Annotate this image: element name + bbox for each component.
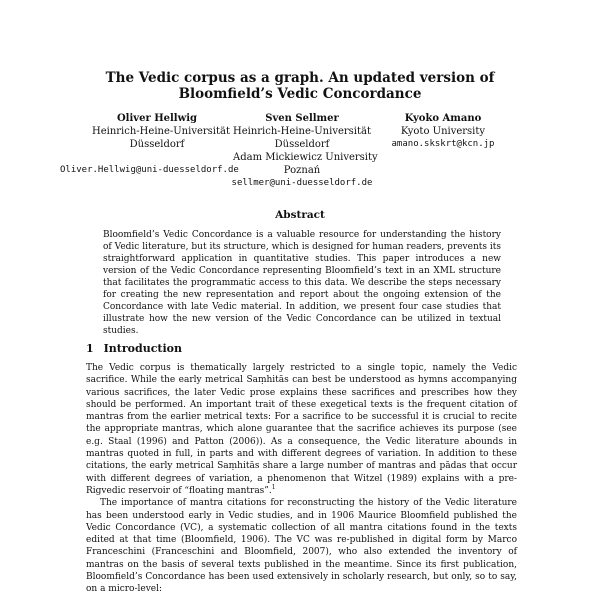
author-affiliation: Kyoto University bbox=[400, 126, 486, 137]
paper-title-line-2: Bloomfield’s Vedic Concordance bbox=[178, 86, 422, 102]
author-email[interactable]: Oliver.Hellwig@uni-duesseldorf.de bbox=[60, 165, 239, 175]
section-body bbox=[86, 362, 517, 596]
body-paragraph bbox=[86, 362, 517, 497]
footnote-marker[interactable]: 1 bbox=[271, 483, 276, 491]
paper-title-line-1: The Vedic corpus as a graph. An updated version of bbox=[105, 70, 495, 86]
abstract-heading: Abstract bbox=[275, 209, 325, 221]
author-block bbox=[92, 112, 230, 151]
paragraph-text: The Vedic corpus is thematically largely restricted to a single topic, namely the Vedic sacrifice. While the early metrical Saṃhitās can best be understood as hymns accompanying various sacrifices, the later Vedic prose explains these sacrifices and prescribes how they should be performed. An important trait of these exegetical texts is the frequent citation of mantras from the earlier metrical texts: For a sacrifice to be successful it is crucial to recite the appropriate mantras, which alone guarantee that the sacrifice achieves its purpose (see e.g. Staal (1996) and Patton (2006)). As a consequence, the Vedic literature abounds in mantras quoted in full, in parts and with different degrees of variation. In addition to these citations, the early metrical Saṃhitās share a large number of mantras and pādas that occur with different degrees of variation, a phenomenon that Witzel (1989) explains with a pre-Rigvedic reservoir of “floating mantras”. bbox=[86, 363, 517, 496]
author-block bbox=[233, 112, 378, 177]
author-name: Sven Sellmer bbox=[265, 113, 339, 124]
author-name: Oliver Hellwig bbox=[116, 113, 198, 124]
author-affiliation: Düsseldorf bbox=[129, 139, 185, 150]
author-affiliation: Heinrich-Heine-Universität bbox=[233, 126, 371, 137]
author-affiliation: Heinrich-Heine-Universität bbox=[92, 126, 230, 137]
abstract-text: Bloomfield’s Vedic Concordance is a valuable resource for understanding the history of Vedic literature, but its structure, which is designed for human readers, prevents its straightforward application in quantitative studies. This paper introduces a new version of the Vedic Concordance representing Bloomfield’s text in an XML structure that facilitates the programmatic access to this data. We describe the steps necessary for creating the new representation and report about the ongoing extension of the Concordance with late Vedic material. In addition, we present four case studies that illustrate how the new version of the Vedic Concordance can be utilized in textual studies. bbox=[103, 230, 501, 336]
author-email[interactable]: amano.skskrt@kcn.jp bbox=[391, 139, 495, 149]
author-affiliation: Düsseldorf bbox=[274, 139, 330, 150]
author-block bbox=[385, 112, 501, 138]
author-affiliation: Poznań bbox=[283, 165, 321, 176]
section-number: 1 bbox=[86, 342, 94, 355]
section-heading bbox=[86, 342, 182, 355]
author-name: Kyoko Amano bbox=[404, 113, 482, 124]
section-title: Introduction bbox=[103, 342, 182, 355]
body-paragraph: The importance of mantra citations for reconstructing the history of the Vedic literature has been understood early in Vedic studies, and in 1906 Maurice Bloomfield published the Vedic Concordance (VC), a systematic collection of all mantra citations found in the texts edited at that time (Bloomfield, 1906). The VC was re-published in digital form by Marco Franceschini (Franceschini and Bloomfield, 2007), who also extended the inventory of mantras on the basis of several texts published in the meantime. Since its first publication, Bloomfield’s Concordance has been used extensively in scholarly research, but only, so to say, on a micro-level: bbox=[86, 498, 517, 595]
author-email[interactable]: sellmer@uni-duesseldorf.de bbox=[231, 178, 373, 188]
author-affiliation: Adam Mickiewicz University bbox=[233, 152, 378, 163]
